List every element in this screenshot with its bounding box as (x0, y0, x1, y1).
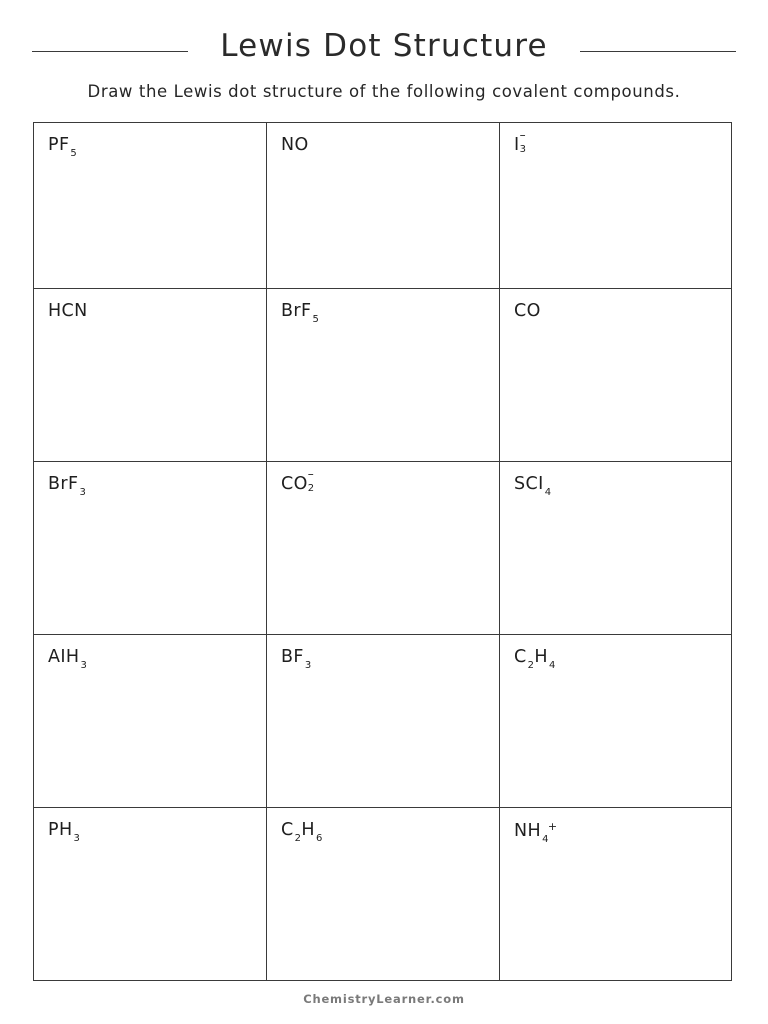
compound-formula: BrF$_3$ (48, 474, 87, 498)
answer-box-no[interactable] (267, 123, 500, 289)
title-rule-right (580, 51, 736, 52)
compound-formula: I – 3 (514, 128, 527, 155)
answer-box-aih3[interactable] (34, 635, 267, 808)
compound-formula: CO – 2 (281, 467, 315, 494)
answer-box-nh4-plus[interactable] (500, 808, 731, 980)
answer-box-pf5[interactable] (34, 123, 267, 289)
compound-formula: NO (281, 135, 309, 155)
compound-formula: BrF$_5$ (281, 301, 320, 325)
page-title: Lewis Dot Structure (220, 28, 548, 64)
answer-box-sci4[interactable] (500, 462, 731, 635)
compound-formula: HCN (48, 301, 88, 321)
answer-box-ph3[interactable] (34, 808, 267, 980)
compound-formula: $PH_3$ (48, 820, 81, 844)
answer-box-brf3[interactable] (34, 462, 267, 635)
compound-grid (33, 122, 732, 981)
title-row (0, 22, 768, 78)
compound-formula: $C_2H_6$ (281, 820, 323, 844)
answer-box-i3-minus[interactable] (500, 123, 731, 289)
answer-box-brf5[interactable] (267, 289, 500, 462)
compound-formula: $SCI_4$ (514, 474, 552, 498)
title-rule-left (32, 51, 188, 52)
compound-formula: $BF_3$ (281, 647, 312, 671)
compound-formula: $AIH_3$ (48, 647, 88, 671)
answer-box-c2h4[interactable] (500, 635, 731, 808)
footer-credit: ChemistryLearner.com (303, 992, 465, 1006)
answer-box-c2h6[interactable] (267, 808, 500, 980)
compound-formula: $C_2H_4$ (514, 647, 556, 671)
compound-formula: $NH_4^+$ (514, 820, 558, 845)
answer-box-bf3[interactable] (267, 635, 500, 808)
answer-box-co2-minus[interactable] (267, 462, 500, 635)
answer-box-hcn[interactable] (34, 289, 267, 462)
compound-formula: CO (514, 301, 541, 321)
compound-formula: $PF_5$ (48, 135, 78, 159)
instructions-text: Draw the Lewis dot structure of the following covalent compounds. (87, 82, 681, 101)
answer-box-co[interactable] (500, 289, 731, 462)
